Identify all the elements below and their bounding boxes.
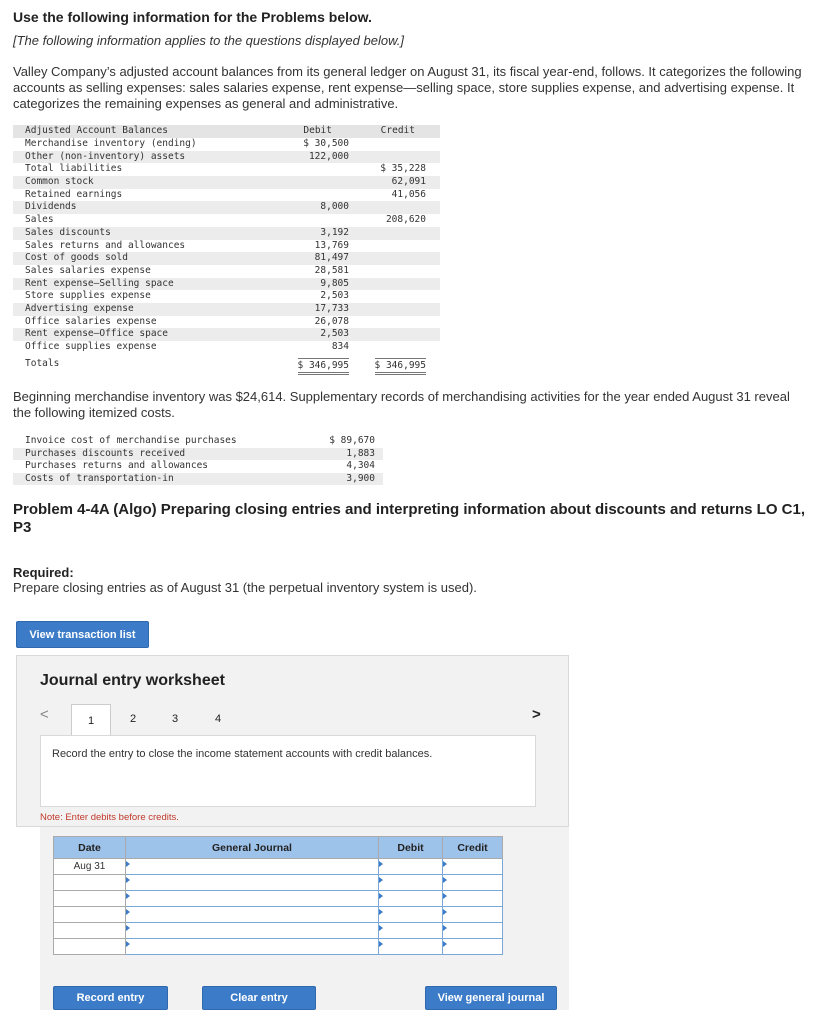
journal-date-cell: Aug 31 [54,859,126,875]
journal-date-cell [54,875,126,891]
journal-debit-input[interactable] [379,939,443,955]
chevron-right-icon[interactable]: > [532,706,541,723]
record-entry-button[interactable]: Record entry [53,986,168,1010]
supplementary-row [13,448,383,461]
ledger-debit-value: 17,733 [314,302,349,314]
supplementary-row [13,435,383,448]
journal-account-input[interactable] [126,891,379,907]
journal-account-input[interactable] [126,939,379,955]
beginning-inventory-paragraph: Beginning merchandise inventory was $24,614. Supplementary records of merchandising activities for the year ended August 31 reveal the following itemized costs. [13,389,790,420]
ledger-account-label: Advertising expense [25,302,134,314]
journal-account-input[interactable] [126,859,379,875]
journal-row [54,939,503,955]
ledger-row [13,252,440,265]
ledger-debit-value: 2,503 [320,290,349,302]
journal-debit-input[interactable] [379,923,443,939]
journal-debit-input[interactable] [379,907,443,923]
ledger-debit-value: 2,503 [320,328,349,340]
journal-credit-input[interactable] [443,939,503,955]
ledger-account-label: Merchandise inventory (ending) [25,138,197,149]
journal-date-cell [54,891,126,907]
instruction-text: Record the entry to close the income statement accounts with credit balances. [52,748,433,760]
ledger-account-label: Retained earnings [25,188,123,200]
supplementary-row [13,460,383,473]
ledger-debit-value: 9,805 [320,277,349,289]
journal-account-input[interactable] [126,907,379,923]
journal-date-cell [54,923,126,939]
date-column-header: Date [54,837,126,859]
journal-debit-input[interactable] [379,891,443,907]
ledger-credit-value: 208,620 [385,214,426,226]
ledger-account-label: Store supplies expense [25,290,151,302]
supplementary-value: $ 89,670 [329,435,375,446]
problem-title: Problem 4-4A (Algo) Preparing closing entries and interpreting information about discounts and returns LO C1, P3 [13,501,806,536]
tab-3[interactable]: 3 [171,713,179,725]
journal-account-input[interactable] [126,875,379,891]
ledger-totals-debit: $ 346,995 [298,358,349,375]
ledger-debit-value: $ 30,500 [303,138,349,149]
general-journal-column-header: General Journal [126,837,379,859]
ledger-debit-value: 3,192 [320,226,349,238]
journal-header-row [54,837,503,859]
ledger-credit-value: 62,091 [391,176,426,188]
ledger-account-label: Total liabilities [25,163,123,175]
adjusted-balances-table [13,125,440,372]
supplementary-label: Invoice cost of merchandise purchases [25,435,237,446]
ledger-account-label: Rent expense—Office space [25,328,168,340]
required-text: Prepare closing entries as of August 31 (the perpetual inventory system is used). [13,580,477,595]
journal-debit-input[interactable] [379,859,443,875]
ledger-account-label: Rent expense—Selling space [25,277,174,289]
ledger-totals-credit: $ 346,995 [375,358,426,375]
ledger-row [13,290,440,303]
ledger-debit-value: 8,000 [320,201,349,213]
journal-credit-input[interactable] [443,907,503,923]
ledger-account-label: Office supplies expense [25,341,157,352]
ledger-row [13,240,440,253]
journal-row [54,891,503,907]
ledger-account-label: Other (non-inventory) assets [25,150,186,162]
ledger-row [13,163,440,176]
ledger-debit-value: 26,078 [314,315,349,327]
ledger-header-row [13,125,440,138]
ledger-header-debit: Debit [303,125,332,136]
journal-date-cell [54,907,126,923]
supplementary-label: Purchases returns and allowances [25,460,209,471]
ledger-debit-value: 122,000 [308,150,349,162]
ledger-row [13,265,440,278]
instruction-box [40,735,536,807]
tab-1[interactable]: 1 [71,704,111,736]
tab-4[interactable]: 4 [214,713,222,725]
supplementary-value: 1,883 [346,447,375,459]
journal-credit-input[interactable] [443,923,503,939]
journal-debit-input[interactable] [379,875,443,891]
ledger-account-label: Sales returns and allowances [25,239,186,251]
journal-row [54,923,503,939]
supplementary-label: Purchases discounts received [25,447,186,459]
ledger-credit-value: 41,056 [391,188,426,200]
ledger-row [13,189,440,202]
intro-paragraph: Valley Company’s adjusted account balances from its general ledger on August 31, its fiscal year-end, follows. It categorizes the following accounts as selling expenses: sales salaries expense, rent expense—selling space, store supplies expense, and advertising expense. It categorizes the remaining expenses as general and administrative. [13,64,802,111]
ledger-row [13,176,440,189]
ledger-account-label: Sales discounts [25,226,111,238]
supplementary-costs-table [13,435,383,485]
ledger-account-label: Dividends [25,201,77,213]
journal-row [54,875,503,891]
supplementary-row [13,473,383,486]
supplementary-value: 3,900 [346,472,375,484]
ledger-header-credit: Credit [380,125,415,136]
worksheet-title: Journal entry worksheet [40,672,225,689]
ledger-debit-value: 13,769 [314,239,349,251]
credit-column-header: Credit [443,837,503,859]
journal-account-input[interactable] [126,923,379,939]
entry-note: Note: Enter debits before credits. [40,812,179,823]
supplementary-label: Costs of transportation-in [25,472,174,484]
journal-credit-input[interactable] [443,891,503,907]
ledger-credit-value: $ 35,228 [380,163,426,175]
ledger-row [13,341,440,354]
ledger-account-label: Cost of goods sold [25,252,128,264]
ledger-row [13,201,440,214]
ledger-row [13,278,440,291]
journal-date-cell [54,939,126,955]
ledger-totals-label: Totals [25,357,60,369]
required-label: Required: [13,565,74,580]
ledger-row [13,316,440,329]
debit-column-header: Debit [379,837,443,859]
ledger-row [13,227,440,240]
ledger-totals-row [13,358,440,372]
journal-credit-input[interactable] [443,875,503,891]
ledger-row [13,328,440,341]
ledger-debit-value: 28,581 [314,264,349,276]
ledger-account-label: Sales [25,214,54,226]
tab-2[interactable]: 2 [129,713,137,725]
ledger-row [13,303,440,316]
ledger-account-label: Sales salaries expense [25,264,151,276]
ledger-row [13,138,440,151]
supplementary-value: 4,304 [346,460,375,471]
ledger-row [13,214,440,227]
ledger-header-label: Adjusted Account Balances [25,125,168,136]
section-subtitle: [The following information applies to the questions displayed below.] [13,33,404,48]
journal-credit-input[interactable] [443,859,503,875]
view-general-journal-button[interactable]: View general journal [425,986,557,1010]
view-transaction-list-button[interactable]: View transaction list [16,621,149,648]
ledger-row [13,151,440,164]
journal-table [53,836,503,955]
journal-row [54,859,503,875]
clear-entry-button[interactable]: Clear entry [202,986,316,1010]
ledger-account-label: Office salaries expense [25,315,157,327]
ledger-debit-value: 81,497 [314,252,349,264]
section-title: Use the following information for the Problems below. [13,9,372,25]
ledger-account-label: Common stock [25,176,94,188]
journal-row [54,907,503,923]
ledger-debit-value: 834 [331,341,349,352]
chevron-left-icon[interactable]: < [40,706,49,723]
